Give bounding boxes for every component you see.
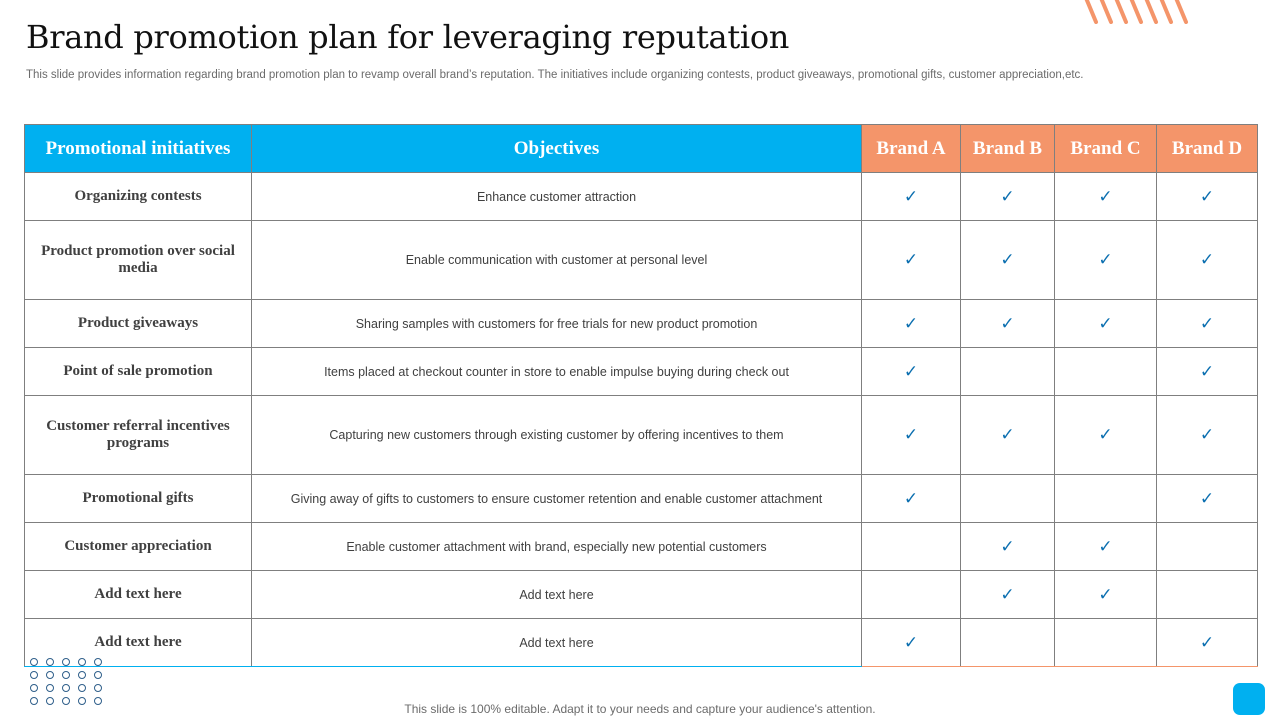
check-icon: ✓ — [1098, 425, 1113, 445]
table-header-row — [25, 125, 1258, 173]
check-icon: ✓ — [1000, 186, 1015, 207]
check-cell — [1157, 348, 1258, 396]
check-icon: ✓ — [1098, 186, 1113, 207]
initiative-cell: Customer appreciation — [25, 523, 252, 571]
slide-footer: This slide is 100% editable. Adapt it to your needs and capture your audience's attention. — [404, 702, 876, 716]
check-cell — [961, 221, 1055, 300]
table-row — [25, 523, 1258, 571]
check-cell — [961, 348, 1055, 396]
initiative-cell: Promotional gifts — [25, 475, 252, 523]
check-cell — [961, 475, 1055, 523]
initiative-cell: Add text here — [25, 571, 252, 619]
check-cell — [1157, 173, 1258, 221]
objective-cell: Enable communication with customer at personal level — [252, 221, 862, 300]
check-icon: ✓ — [903, 632, 919, 653]
check-cell — [1055, 300, 1157, 348]
initiative-cell: Point of sale promotion — [25, 348, 252, 396]
check-cell — [1055, 619, 1157, 667]
check-icon: ✓ — [1000, 250, 1015, 270]
header-brand-b: Brand B — [961, 125, 1055, 173]
slide-subtitle: This slide provides information regarding brand promotion plan to revamp overall brand’s reputation. The initiatives include organizing contests, product giveaways, promotional gifts, customer appreciation,etc. — [26, 69, 1084, 81]
check-icon: ✓ — [903, 313, 919, 334]
objective-cell: Add text here — [252, 619, 862, 667]
check-icon: ✓ — [1199, 186, 1215, 207]
check-cell — [862, 619, 961, 667]
header-brand-c: Brand C — [1055, 125, 1157, 173]
table-row — [25, 475, 1258, 523]
table-row — [25, 396, 1258, 475]
check-cell — [961, 571, 1055, 619]
check-cell — [1055, 348, 1157, 396]
check-cell — [862, 173, 961, 221]
check-cell — [961, 619, 1055, 667]
slide-title: Brand promotion plan for leveraging reputation — [26, 18, 790, 56]
initiative-cell: Product promotion over social media — [25, 221, 252, 300]
check-cell — [1055, 396, 1157, 475]
check-icon: ✓ — [903, 361, 919, 382]
initiative-cell: Product giveaways — [25, 300, 252, 348]
check-cell — [961, 396, 1055, 475]
check-cell — [1055, 523, 1157, 571]
check-cell — [1157, 619, 1258, 667]
check-cell — [862, 475, 961, 523]
check-cell — [862, 300, 961, 348]
table-row — [25, 619, 1258, 667]
check-icon: ✓ — [1199, 250, 1215, 270]
check-cell — [961, 523, 1055, 571]
check-icon: ✓ — [1199, 313, 1215, 334]
header-brand-d: Brand D — [1157, 125, 1258, 173]
check-icon: ✓ — [1199, 488, 1215, 509]
table-row — [25, 571, 1258, 619]
initiative-cell: Customer referral incentives programs — [25, 396, 252, 475]
initiative-cell: Organizing contests — [25, 173, 252, 221]
check-icon: ✓ — [1098, 584, 1113, 605]
check-icon: ✓ — [1199, 361, 1215, 382]
check-cell — [1055, 221, 1157, 300]
check-icon: ✓ — [1199, 425, 1215, 445]
check-cell — [1157, 221, 1258, 300]
table-row — [25, 300, 1258, 348]
objective-cell: Enhance customer attraction — [252, 173, 862, 221]
check-icon: ✓ — [1098, 313, 1113, 334]
check-cell — [961, 300, 1055, 348]
check-cell — [862, 221, 961, 300]
table-row — [25, 221, 1258, 300]
check-cell — [1157, 571, 1258, 619]
check-cell — [1157, 300, 1258, 348]
check-icon: ✓ — [903, 250, 919, 270]
check-cell — [1055, 173, 1157, 221]
check-cell — [1157, 523, 1258, 571]
check-cell — [961, 173, 1055, 221]
check-cell — [862, 523, 961, 571]
check-cell — [862, 348, 961, 396]
objective-cell: Capturing new customers through existing customer by offering incentives to them — [252, 396, 862, 475]
promotion-plan-table — [24, 124, 1258, 667]
corner-badge — [1233, 683, 1265, 715]
check-icon: ✓ — [1000, 313, 1015, 334]
check-icon: ✓ — [903, 425, 919, 445]
check-icon: ✓ — [1000, 584, 1015, 605]
check-cell — [1055, 475, 1157, 523]
check-icon: ✓ — [1199, 632, 1215, 653]
check-icon: ✓ — [903, 488, 919, 509]
initiative-cell: Add text here — [25, 619, 252, 667]
check-cell — [862, 571, 961, 619]
table-row — [25, 348, 1258, 396]
check-icon: ✓ — [1000, 536, 1015, 557]
header-initiatives: Promotional initiatives — [25, 125, 252, 173]
check-cell — [1055, 571, 1157, 619]
header-objectives: Objectives — [252, 125, 862, 173]
objective-cell: Enable customer attachment with brand, especially new potential customers — [252, 523, 862, 571]
check-icon: ✓ — [1098, 536, 1113, 557]
check-cell — [1157, 396, 1258, 475]
objective-cell: Add text here — [252, 571, 862, 619]
objective-cell: Sharing samples with customers for free trials for new product promotion — [252, 300, 862, 348]
check-cell — [862, 396, 961, 475]
check-icon: ✓ — [903, 186, 919, 207]
check-cell — [1157, 475, 1258, 523]
objective-cell: Items placed at checkout counter in store to enable impulse buying during check out — [252, 348, 862, 396]
check-icon: ✓ — [1000, 425, 1015, 445]
header-brand-a: Brand A — [862, 125, 961, 173]
table-row — [25, 173, 1258, 221]
decorative-stripes — [1082, 0, 1198, 24]
check-icon: ✓ — [1098, 250, 1113, 270]
objective-cell: Giving away of gifts to customers to ensure customer retention and enable customer attachment — [252, 475, 862, 523]
